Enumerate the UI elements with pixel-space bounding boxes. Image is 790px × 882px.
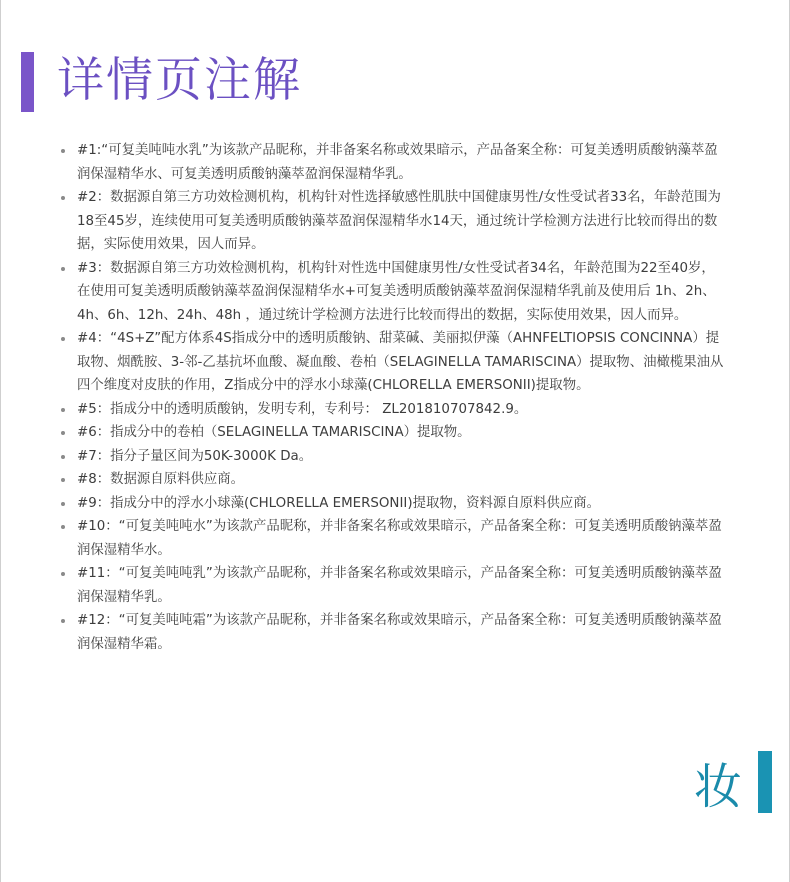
bullet-icon [61, 502, 65, 506]
note-text: #10：“可复美吨吨水”为该款产品昵称，并非备案名称或效果暗示，产品备案全称：可复美透明质酸钠藻萃盈润保湿精华水。 [77, 519, 722, 558]
note-text: #4：“4S+Z”配方体系4S指成分中的透明质酸钠、甜菜碱、美丽拟伊藻（AHNFELTIOPSIS CONCINNA）提取物、烟酰胺、3-邻-乙基抗坏血酸、凝血酸、卷柏（SELAGINELLA TAMARISCINA）提取物、油橄榄果油从四个维度对皮肤的作用，Z指成分中的浮水小球藻(CHLORELLA EMERSONII)提取物。 [77, 331, 724, 393]
note-text: #11：“可复美吨吨乳”为该款产品昵称，并非备案名称或效果暗示，产品备案全称：可复美透明质酸钠藻萃盈润保湿精华乳。 [77, 566, 722, 605]
notes-list [59, 139, 727, 656]
bullet-icon [61, 572, 65, 576]
bullet-icon [61, 455, 65, 459]
note-text: #9：指成分中的浮水小球藻(CHLORELLA EMERSONII)提取物，资料源自原料供应商。 [77, 495, 601, 511]
note-item [59, 186, 727, 257]
note-item [59, 562, 727, 609]
bullet-icon [61, 619, 65, 623]
note-item [59, 257, 727, 328]
note-item [59, 445, 727, 469]
note-text: #12：“可复美吨吨霜”为该款产品昵称，并非备案名称或效果暗示，产品备案全称：可复美透明质酸钠藻萃盈润保湿精华霜。 [77, 613, 722, 652]
bullet-icon [61, 431, 65, 435]
title-accent-bar [21, 52, 34, 112]
bullet-icon [61, 525, 65, 529]
note-text: #1:“可复美吨吨水乳”为该款产品昵称，并非备案名称或效果暗示，产品备案全称：可复美透明质酸钠藻萃盈润保湿精华水、可复美透明质酸钠藻萃盈润保湿精华乳。 [77, 143, 718, 182]
note-item [59, 421, 727, 445]
page-title: 详情页注解 [57, 53, 302, 108]
note-item [59, 468, 727, 492]
note-item [59, 398, 727, 422]
note-item [59, 492, 727, 516]
note-item [59, 327, 727, 398]
bullet-icon [61, 196, 65, 200]
bullet-icon [61, 149, 65, 153]
bullet-icon [61, 267, 65, 271]
note-text: #2：数据源自第三方功效检测机构，机构针对性选择敏感性肌肤中国健康男性/女性受试者33名，年龄范围为18至45岁，连续使用可复美透明质酸钠藻萃盈润保湿精华水14天，通过统计学检测方法进行比较而得出的数据，实际使用效果，因人而异。 [77, 190, 721, 252]
side-accent-bar [758, 751, 772, 813]
note-text: #8：数据源自原料供应商。 [77, 472, 245, 487]
side-character: 妆 [694, 759, 743, 815]
note-item [59, 609, 727, 656]
bullet-icon [61, 408, 65, 412]
bullet-icon [61, 337, 65, 341]
note-text: #7：指分子量区间为50K-3000K Da。 [77, 448, 313, 464]
note-text: #6：指成分中的卷柏（SELAGINELLA TAMARISCINA）提取物。 [77, 425, 471, 440]
note-text: #3：数据源自第三方功效检测机构，机构针对性选中国健康男性/女性受试者34名，年龄范围为22至40岁，在使用可复美透明质酸钠藻萃盈润保湿精华水+可复美透明质酸钠藻萃盈润保湿精华乳前及使用后 1h、2h、4h、6h、12h、24h、48h ，通过统计学检测方法进行比较而得出的数据，实际使用效果，因人而异。 [77, 260, 716, 323]
note-item [59, 139, 727, 186]
bullet-icon [61, 478, 65, 482]
note-text: #5：指成分中的透明质酸钠，发明专利，专利号： ZL201810707842.9。 [77, 401, 528, 417]
note-item [59, 515, 727, 562]
